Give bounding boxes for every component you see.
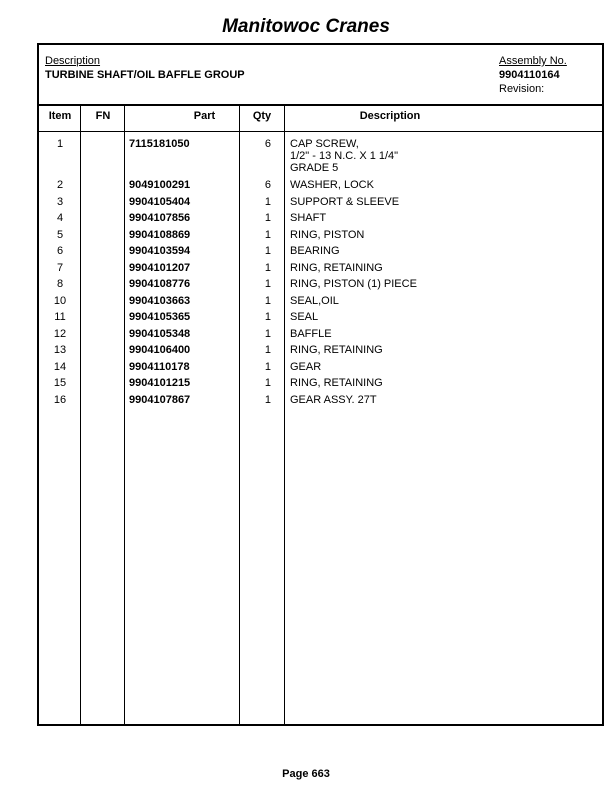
table-row — [39, 245, 602, 262]
quantity: 1 — [264, 360, 271, 373]
table-row — [39, 212, 602, 229]
revision-label: Revision: — [499, 83, 545, 95]
item-number: 3 — [56, 195, 64, 208]
part-description: SEAL — [290, 311, 319, 323]
part-description: SHAFT — [290, 212, 327, 224]
part-number: 9904105404 — [129, 195, 191, 208]
parts-table-body — [39, 131, 602, 724]
quantity: 1 — [264, 212, 271, 224]
part-number: 9904101215 — [129, 377, 191, 389]
table-row — [39, 344, 602, 361]
part-number: 9049100291 — [129, 179, 191, 191]
part-description: RING, RETAINING — [290, 377, 383, 389]
table-row — [39, 179, 602, 196]
quantity: 6 — [264, 179, 271, 191]
item-number: 6 — [56, 245, 64, 257]
column-header-description: Description — [359, 110, 421, 122]
part-number: 7115181050 — [129, 138, 190, 150]
part-description: SEAL,OIL — [290, 294, 339, 307]
assembly-label: Assembly No. — [499, 55, 567, 67]
table-row — [39, 196, 602, 213]
part-description: WASHER, LOCK — [290, 179, 374, 191]
table-row — [39, 278, 602, 295]
item-number: 15 — [53, 377, 67, 389]
item-number: 2 — [56, 179, 64, 191]
table-row — [39, 361, 602, 378]
item-number: 7 — [56, 261, 64, 274]
part-number: 9904101207 — [129, 261, 191, 274]
column-header-qty: Qty — [252, 110, 272, 122]
table-row — [39, 311, 602, 328]
table-row — [39, 229, 602, 246]
quantity: 6 — [264, 138, 271, 150]
column-header-fn: FN — [95, 110, 111, 122]
item-number: 14 — [53, 360, 67, 373]
description-label: Description — [45, 55, 101, 67]
quantity: 1 — [264, 294, 271, 307]
part-number: 9904105365 — [129, 311, 191, 323]
description-value: TURBINE SHAFT/OIL BAFFLE GROUP — [45, 69, 245, 81]
item-number: 16 — [53, 393, 67, 406]
part-number: 9904106400 — [129, 344, 191, 356]
quantity: 1 — [264, 311, 271, 323]
part-description: BEARING — [290, 245, 340, 257]
assembly-header — [39, 45, 602, 106]
quantity: 1 — [264, 195, 271, 208]
part-number: 9904105348 — [129, 327, 191, 340]
part-description: CAP SCREW, 1/2" - 13 N.C. X 1 1/4" GRADE 5 — [290, 138, 399, 174]
description-block — [45, 54, 245, 82]
column-header-part: Part — [193, 110, 216, 122]
quantity: 1 — [264, 327, 271, 340]
page-number: Page 663 — [282, 768, 330, 780]
item-number: 8 — [56, 278, 64, 290]
quantity: 1 — [264, 393, 271, 406]
assembly-number: 9904110164 — [499, 69, 560, 81]
column-header-item: Item — [48, 110, 72, 122]
item-number: 4 — [56, 212, 64, 224]
quantity: 1 — [264, 278, 271, 290]
part-description: RING, RETAINING — [290, 261, 383, 274]
part-number: 9904110178 — [129, 360, 190, 373]
quantity: 1 — [264, 228, 271, 241]
table-row — [39, 138, 602, 179]
page-title: Manitowoc Cranes — [222, 16, 390, 37]
part-description: RING, PISTON — [290, 228, 365, 241]
part-number: 9904108869 — [129, 228, 191, 241]
table-row — [39, 328, 602, 345]
parts-list-frame — [37, 43, 604, 726]
quantity: 1 — [264, 377, 271, 389]
part-description: GEAR ASSY. 27T — [290, 393, 377, 406]
assembly-block — [499, 54, 567, 96]
table-row — [39, 295, 602, 312]
item-number: 1 — [56, 138, 64, 150]
quantity: 1 — [264, 261, 271, 274]
quantity: 1 — [264, 245, 271, 257]
part-description: RING, RETAINING — [290, 344, 383, 356]
item-number: 5 — [56, 228, 64, 241]
item-number: 12 — [53, 327, 67, 340]
part-description: RING, PISTON (1) PIECE — [290, 278, 417, 290]
quantity: 1 — [264, 344, 271, 356]
item-number: 13 — [53, 344, 67, 356]
part-number: 9904103594 — [129, 245, 191, 257]
part-number: 9904103663 — [129, 294, 191, 307]
part-number: 9904107856 — [129, 212, 191, 224]
part-number: 9904108776 — [129, 278, 191, 290]
table-row — [39, 377, 602, 394]
part-number: 9904107867 — [129, 393, 191, 406]
table-row — [39, 394, 602, 411]
item-number: 10 — [53, 294, 67, 307]
table-row — [39, 262, 602, 279]
part-description: BAFFLE — [290, 327, 332, 340]
part-description: SUPPORT & SLEEVE — [290, 195, 400, 208]
part-description: GEAR — [290, 360, 322, 373]
item-number: 11 — [54, 311, 66, 323]
